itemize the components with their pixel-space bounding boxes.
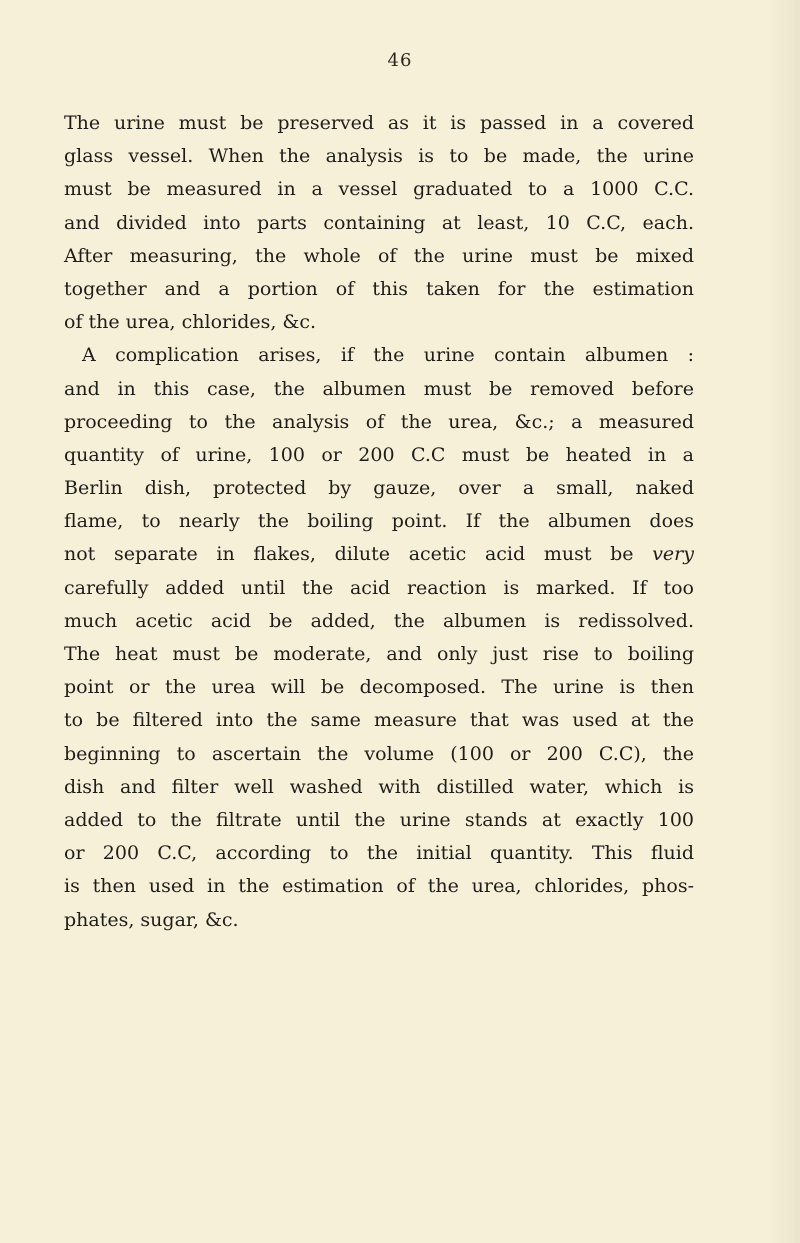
text-line: A complication arises, if the urine contain albumen : — [82, 344, 694, 367]
text-line: The heat must be moderate, and only just rise to boiling — [64, 643, 694, 665]
text-line: point or the urea will be decomposed. The urine is then — [64, 676, 694, 699]
text-line: beginning to ascertain the volume (100 or 200 C.C), the — [64, 742, 694, 765]
text-line-segment: not separate in flakes, dilute acetic acid must be — [64, 543, 653, 566]
text-line: is then used in the estimation of the urea, chlorides, phos- — [64, 875, 694, 898]
text-line: to be filtered into the same measure that was used at the — [64, 709, 694, 732]
paragraph-2 — [64, 339, 694, 936]
text-line: flame, to nearly the boiling point. If the albumen does — [64, 510, 694, 533]
text-line: carefully added until the acid reaction is marked. If too — [64, 576, 694, 599]
text-line: phates, sugar, &c. — [64, 908, 239, 931]
text-line: must be measured in a vessel graduated to a 1000 C.C. — [64, 178, 694, 201]
text-line: much acetic acid be added, the albumen is redissolved. — [64, 609, 694, 632]
emphasis-very: very — [652, 543, 694, 566]
text-line: dish and filter well washed with distilled water, which is — [64, 775, 694, 798]
text-line: Berlin dish, protected by gauze, over a small, naked — [64, 477, 694, 500]
body-text — [64, 107, 694, 937]
text-line: quantity of urine, 100 or 200 C.C must be heated in a — [64, 443, 694, 466]
text-line: The urine must be preserved as it is passed in a covered — [64, 112, 694, 134]
text-line: proceeding to the analysis of the urea, &c.; a measured — [64, 410, 694, 433]
text-line: added to the filtrate until the urine stands at exactly 100 — [64, 808, 694, 831]
text-line-with-emphasis — [64, 538, 694, 571]
text-line: of the urea, chlorides, &c. — [64, 311, 317, 334]
paragraph-1 — [64, 107, 694, 339]
text-line: or 200 C.C, according to the initial quantity. This fluid — [64, 842, 694, 865]
text-line: glass vessel. When the analysis is to be made, the urine — [64, 145, 694, 168]
text-line: together and a portion of this taken for the estimation — [64, 277, 694, 300]
text-line: and in this case, the albumen must be removed before — [64, 377, 694, 400]
text-line: and divided into parts containing at least, 10 C.C, each. — [64, 211, 694, 234]
text-line: After measuring, the whole of the urine must be mixed — [64, 244, 694, 267]
page-number: 46 — [387, 50, 413, 71]
